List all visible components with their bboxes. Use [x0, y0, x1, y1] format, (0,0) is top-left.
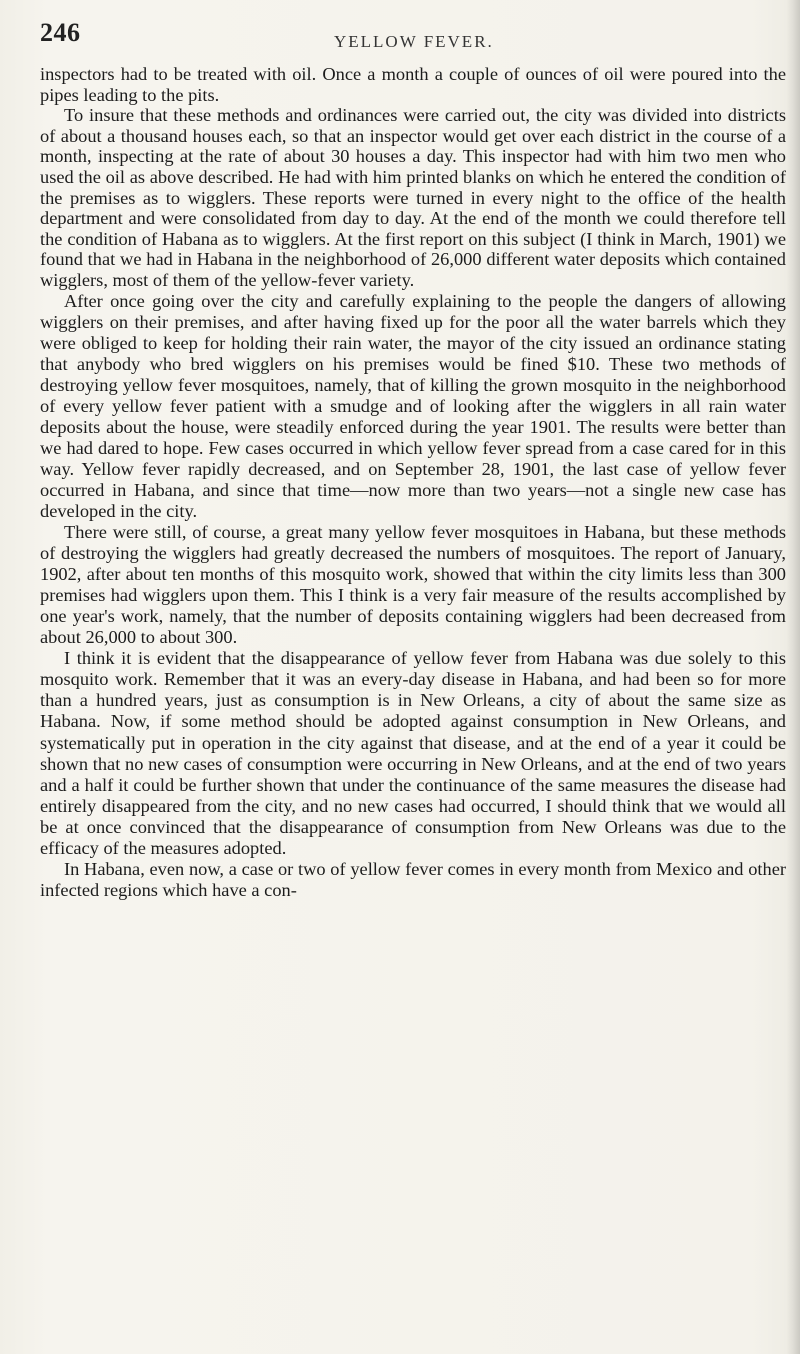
- body-text: [40, 64, 786, 901]
- paragraph: To insure that these methods and ordinances were carried out, the city was divided into districts of about a thousand houses each, so that an inspector would get over each district in the course of a month, inspecting at the rate of about 30 houses a day. This inspector had with him two men who used the oil as above described. He had with him printed blanks on which he entered the condition of the premises as to wigglers. These reports were turned in every night to the office of the health department and were consolidated from day to day. At the end of the month we could therefore tell the condition of Habana as to wigglers. At the first report on this subject (I think in March, 1901) we found that we had in Habana in the neighborhood of 26,000 different water deposits which contained wigglers, most of them of the yellow-fever variety.: [40, 105, 786, 290]
- paragraph: After once going over the city and carefully explaining to the people the dangers of allowing wigglers on their premises, and after having fixed up for the poor all the water barrels which they were obliged to keep for holding their rain water, the mayor of the city issued an ordinance stating that anybody who bred wigglers on his premises would be fined $10. These two methods of destroying yellow fever mosquitoes, namely, that of killing the grown mosquito in the neighborhood of every yellow fever patient with a smudge and of looking after the wigglers in all rain water deposits about the house, were steadily enforced during the year 1901. The results were better than we had dared to hope. Few cases occurred in which yellow fever spread from a case cared for in this way. Yellow fever rapidly decreased, and on September 28, 1901, the last case of yellow fever occurred in Habana, and since that time—now more than two years—not a single new case has developed in the city.: [40, 290, 786, 521]
- paragraph: I think it is evident that the disappearance of yellow fever from Habana was due solely to this mosquito work. Remember that it was an every-day disease in Habana, and had been so for more than a hundred years, just as consumption is in New Orleans, a city of about the same size as Habana. Now, if some method should be adopted against consumption in New Orleans, and systematically put in operation in the city against that disease, and at the end of a year it could be shown that no new cases of consumption were occurring in New Orleans, and at the end of two years and a half it could be further shown that under the continuance of the same measures the disease had entirely disappeared from the city, and no new cases had occurred, I should think that we would all be at once convinced that the disappearance of consumption from New Orleans was due to the efficacy of the measures adopted.: [40, 648, 786, 858]
- page-edge-shadow: [786, 0, 800, 1354]
- page-number: 246: [40, 18, 81, 47]
- paragraph: There were still, of course, a great many yellow fever mosquitoes in Habana, but these methods of destroying the wigglers had greatly decreased the numbers of mosquitoes. The report of January, 1902, after about ten months of this mosquito work, showed that within the city limits less than 300 premises had wigglers upon them. This I think is a very fair measure of the results accomplished by one year's work, namely, that the number of deposits containing wigglers had been decreased from about 26,000 to about 300.: [40, 522, 786, 648]
- paragraph: In Habana, even now, a case or two of yellow fever comes in every month from Mexico and other infected regions which have a con-: [40, 858, 786, 900]
- paragraph-continuation: inspectors had to be treated with oil. Once a month a couple of ounces of oil were poured into the pipes leading to the pits.: [40, 64, 786, 105]
- page-header: [40, 18, 780, 58]
- running-head: YELLOW FEVER.: [334, 32, 494, 51]
